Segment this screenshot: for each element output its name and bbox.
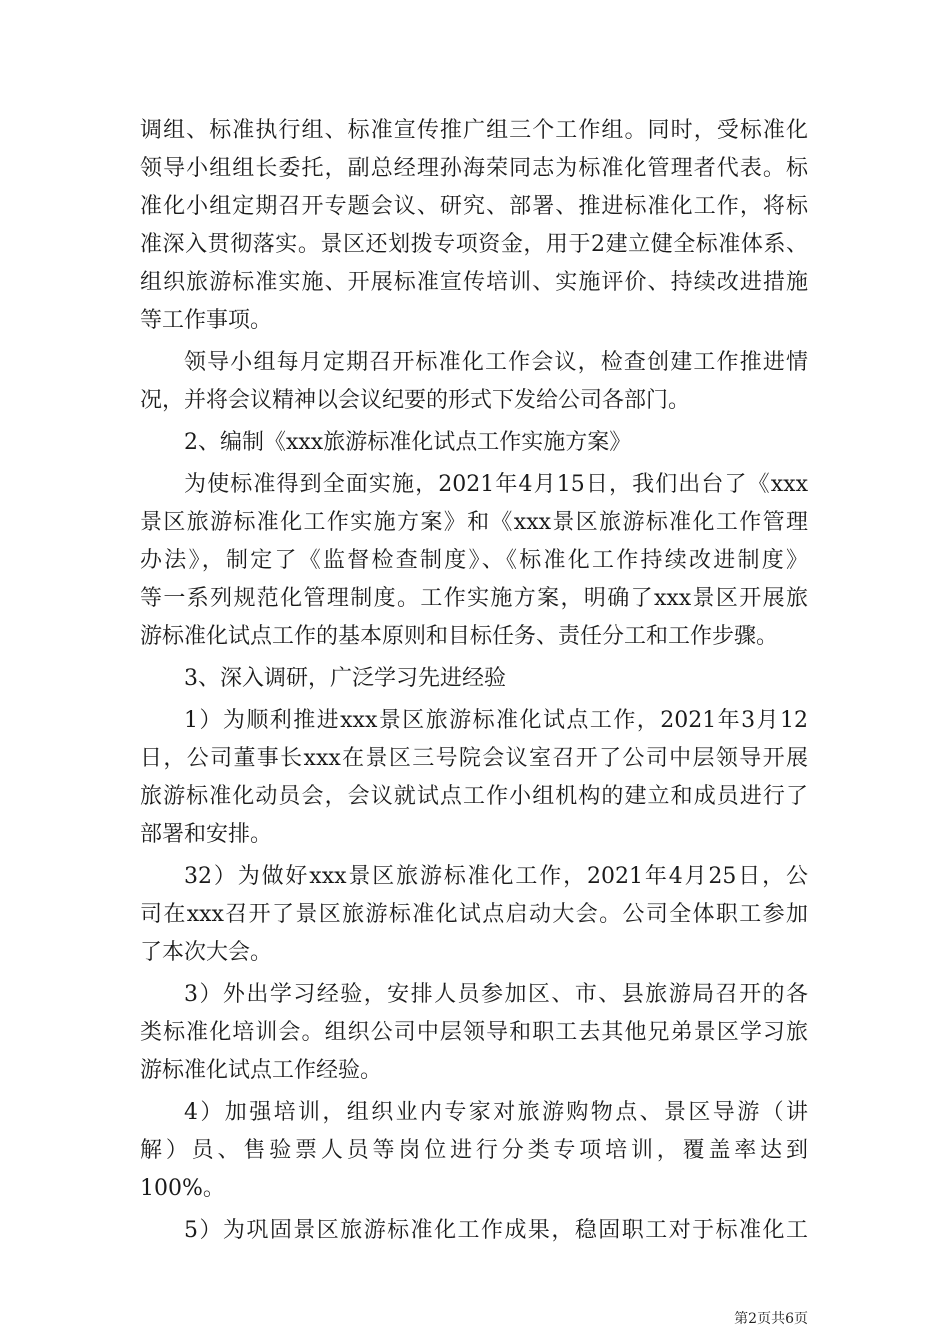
text-line: 解）员、售验票人员等岗位进行分类专项培训，覆盖率达到 <box>140 1138 808 1163</box>
text-line: 4）加强培训，组织业内专家对旅游购物点、景区导游（讲 <box>184 1100 808 1125</box>
text-line: 旅游标准化动员会，会议就试点工作小组机构的建立和成员进行了 <box>140 784 808 809</box>
text-line: 准深入贯彻落实。景区还划拨专项资金，用于2建立健全标准体系、 <box>140 232 808 257</box>
text-line: 准化小组定期召开专题会议、研究、部署、推进标准化工作，将标 <box>140 194 808 219</box>
text-line: 2、编制《xxx旅游标准化试点工作实施方案》 <box>184 430 632 455</box>
text-line: 5）为巩固景区旅游标准化工作成果，稳固职工对于标准化工 <box>184 1218 808 1243</box>
document-body <box>140 112 808 1250</box>
text-line: 办法》，制定了《监督检查制度》、《标准化工作持续改进制度》 <box>140 548 808 573</box>
text-line: 3）外出学习经验，安排人员参加区、市、县旅游局召开的各 <box>184 982 808 1007</box>
text-line: 游标准化试点工作的基本原则和目标任务、责任分工和工作步骤。 <box>140 624 779 649</box>
text-line: 100%。 <box>140 1176 225 1201</box>
text-line: 为使标准得到全面实施，2021年4月15日，我们出台了《xxx <box>184 472 808 497</box>
text-line: 司在xxx召开了景区旅游标准化试点启动大会。公司全体职工参加 <box>140 902 808 927</box>
text-line: 部署和安排。 <box>140 822 273 847</box>
text-line: 领导小组组长委托，副总经理孙海荣同志为标准化管理者代表。标 <box>140 156 808 181</box>
text-line: 了本次大会。 <box>140 940 273 965</box>
text-line: 调组、标准执行组、标准宣传推广组三个工作组。同时，受标准化 <box>140 118 808 143</box>
text-line: 3、深入调研，广泛学习先进经验 <box>184 666 506 691</box>
text-line: 类标准化培训会。组织公司中层领导和职工去其他兄弟景区学习旅 <box>140 1020 808 1045</box>
text-line: 游标准化试点工作经验。 <box>140 1058 383 1083</box>
text-line: 32）为做好xxx景区旅游标准化工作，2021年4月25日，公 <box>184 864 808 889</box>
text-line: 领导小组每月定期召开标准化工作会议，检查创建工作推进情 <box>184 350 808 375</box>
text-line: 景区旅游标准化工作实施方案》和《xxx景区旅游标准化工作管理 <box>140 510 808 535</box>
text-line: 1）为顺利推进xxx景区旅游标准化试点工作，2021年3月12 <box>184 708 808 733</box>
text-line: 况，并将会议精神以会议纪要的形式下发给公司各部门。 <box>140 388 691 413</box>
text-line: 日，公司董事长xxx在景区三号院会议室召开了公司中层领导开展 <box>140 746 808 771</box>
text-line: 等工作事项。 <box>140 308 273 333</box>
text-line: 等一系列规范化管理制度。工作实施方案，明确了xxx景区开展旅 <box>140 586 808 611</box>
text-line: 组织旅游标准实施、开展标准宣传培训、实施评价、持续改进措施 <box>140 270 808 295</box>
page-number: 第2页共6页 <box>734 1311 808 1327</box>
